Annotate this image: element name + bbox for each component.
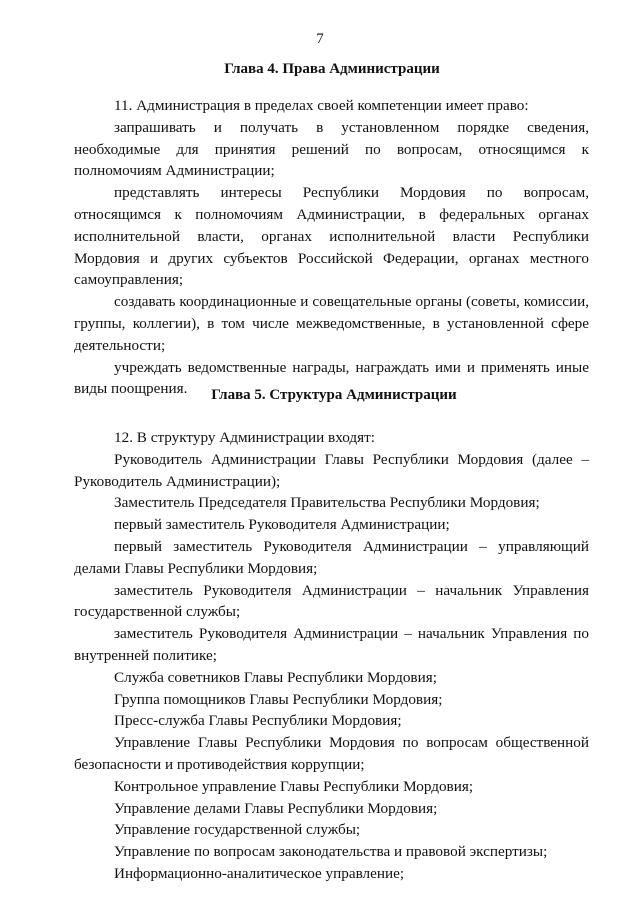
- list-item: Управление по вопросам законодательства и правовой экспертизы;: [114, 843, 548, 861]
- chapter-5-body: [74, 427, 589, 885]
- chapter-4-body: [74, 95, 589, 400]
- chapter-5-title: Глава 5. Структура Администрации: [211, 387, 457, 403]
- paragraph: создавать координационные и совещательные органы (советы, комиссии, группы, коллегии), в том числе межведомственные, в установленной сфере деятельности;: [74, 293, 589, 354]
- list-item: Управление Главы Республики Мордовия по вопросам общественной безопасности и противодействия коррупции;: [74, 734, 589, 773]
- list-item: Управление государственной службы;: [114, 821, 361, 839]
- list-item: первый заместитель Руководителя Администрации;: [114, 516, 450, 534]
- paragraph: учреждать ведомственные награды, награждать ими и применять иные виды поощрения.: [74, 358, 589, 398]
- list-item: первый заместитель Руководителя Администрации – управляющий делами Главы Республики Мордовия;: [74, 537, 589, 577]
- list-item: Управление делами Главы Республики Мордовия;: [114, 799, 438, 817]
- list-item: Служба советников Главы Республики Мордовия;: [114, 668, 437, 686]
- paragraph: 11. Администрация в пределах своей компетенции имеет право:: [114, 97, 529, 114]
- chapter-4-title: Глава 4. Права Администрации: [224, 61, 440, 77]
- list-item: Руководитель Администрации Главы Республики Мордовия (далее – Руководитель Администрации);: [74, 450, 589, 490]
- list-item: Заместитель Председателя Правительства Республики Мордовия;: [114, 494, 540, 512]
- paragraph: 12. В структуру Администрации входят:: [114, 429, 375, 446]
- list-item: Группа помощников Главы Республики Мордовия;: [114, 690, 443, 708]
- list-item: Пресс-служба Главы Республики Мордовия;: [114, 712, 402, 730]
- list-item: заместитель Руководителя Администрации – начальник Управления по внутренней политике;: [74, 625, 589, 664]
- list-item: заместитель Руководителя Администрации – начальник Управления государственной службы;: [74, 581, 589, 621]
- paragraph: представлять интересы Республики Мордовия по вопросам, относящимся к полномочиям Администрации, в федеральных органах исполнительной власти, органах исполнительной власти Республики Мордовия и других субъектов Российской Федерации, органах местного самоуправления;: [74, 184, 589, 289]
- list-item: Информационно-аналитическое управление;: [114, 864, 405, 882]
- list-item: Контрольное управление Главы Республики Мордовия;: [114, 777, 474, 795]
- page-number: 7: [316, 31, 324, 47]
- paragraph: запрашивать и получать в установленном порядке сведения, необходимые для принятия решений по вопросам, относящимся к полномочиям Администрации;: [74, 118, 589, 180]
